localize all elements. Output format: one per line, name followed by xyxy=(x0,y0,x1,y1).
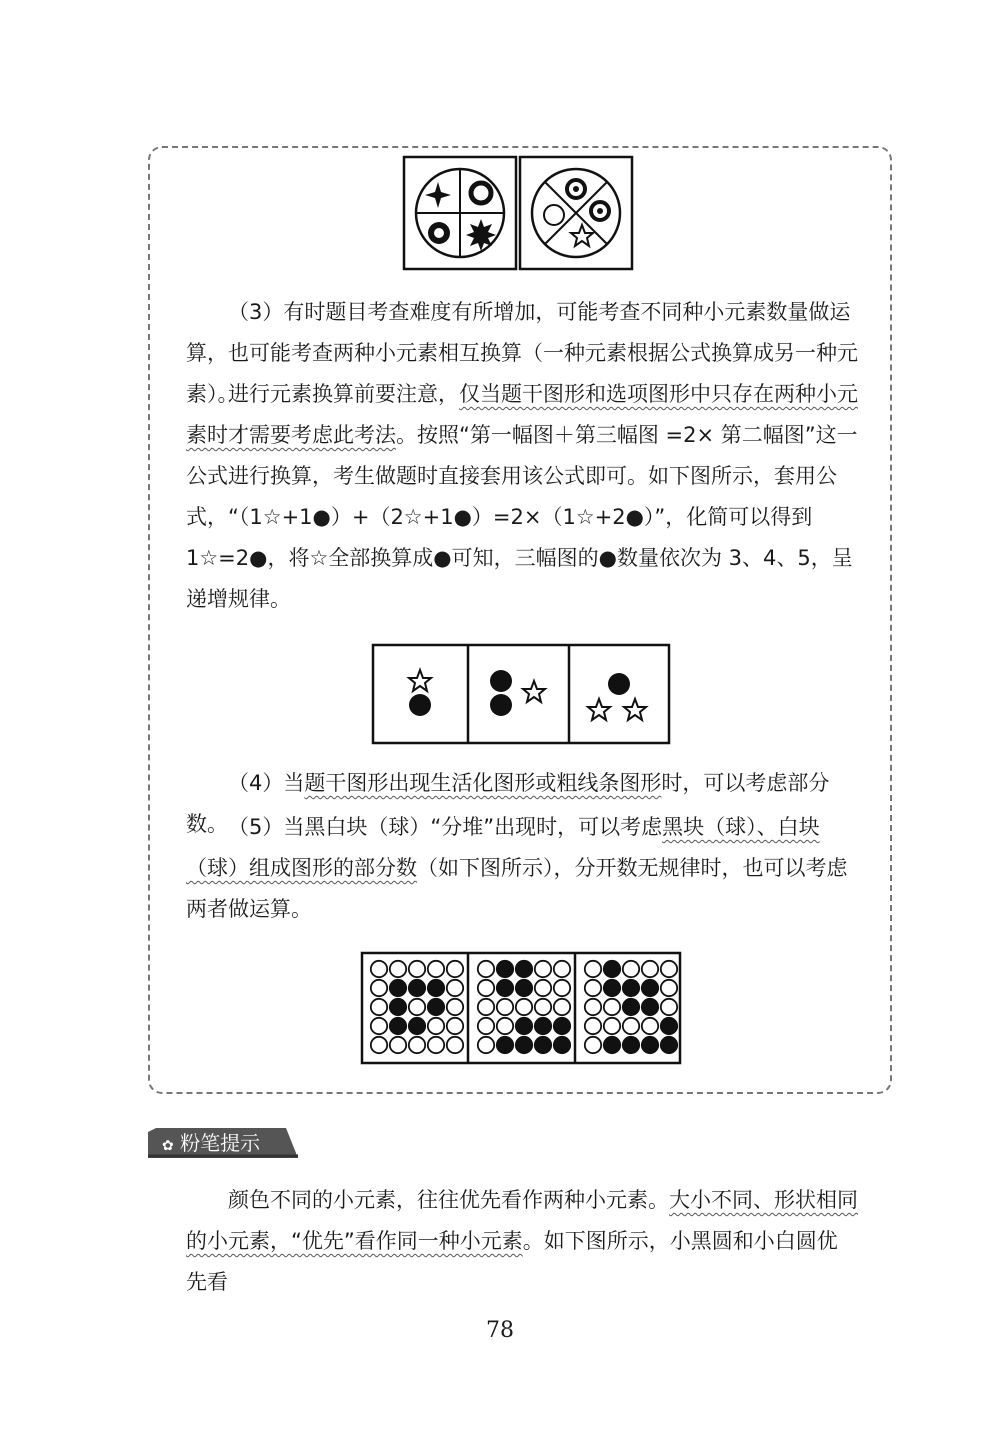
white-ball xyxy=(497,1018,513,1034)
black-ball xyxy=(428,999,444,1015)
white-ball xyxy=(585,980,601,996)
white-ball xyxy=(554,999,570,1015)
white-ball xyxy=(428,1037,444,1053)
star-dot-figure xyxy=(371,643,671,745)
tip-para xyxy=(186,1180,858,1303)
black-ball xyxy=(516,1037,532,1053)
white-ball xyxy=(516,999,532,1015)
white-ball xyxy=(428,1018,444,1034)
white-ball xyxy=(371,1018,387,1034)
black-ball xyxy=(661,1018,677,1034)
section3-para1: （3）有时题目考查难度有所增加，可能考查不同种小元素数量做运算，也可能考查两种小元素相互换算（一种元素根据公式换算成另一种元素）。 xyxy=(186,300,858,406)
section5-underlined: 黑块（球）、白块（球）组成图形的部分数 xyxy=(186,815,820,880)
black-ball xyxy=(390,1018,406,1034)
black-ball xyxy=(623,980,639,996)
white-ball xyxy=(585,1018,601,1034)
white-ball xyxy=(585,999,601,1015)
black-ball xyxy=(604,961,620,977)
white-ball xyxy=(535,961,551,977)
black-ball xyxy=(516,980,532,996)
white-ball xyxy=(623,1018,639,1034)
white-ball xyxy=(447,999,463,1015)
white-ball xyxy=(428,961,444,977)
ball-grid-panel-3 xyxy=(585,961,677,1053)
white-ball xyxy=(447,1037,463,1053)
page-number: 78 xyxy=(486,1318,514,1343)
white-ball xyxy=(661,980,677,996)
tip-para-rest: 。如下图所示，小黑圆和小白圆优先看 xyxy=(186,1229,838,1294)
white-ball xyxy=(371,980,387,996)
black-ball xyxy=(535,1018,551,1034)
black-ball xyxy=(623,999,639,1015)
tip-para-underlined: 大小不同、形状相同的小元素，“优先”看作同一种小元素 xyxy=(186,1188,858,1253)
black-ball xyxy=(497,1037,513,1053)
white-ball xyxy=(535,999,551,1015)
white-ball xyxy=(478,999,494,1015)
white-ball xyxy=(478,1018,494,1034)
section5-para xyxy=(186,807,858,930)
tip-label-text: 粉笔提示 xyxy=(180,1131,261,1155)
black-ball xyxy=(535,1037,551,1053)
white-ball xyxy=(478,980,494,996)
circle-figure xyxy=(402,155,634,271)
tip-label xyxy=(162,1130,260,1159)
star-dot-panel-1 xyxy=(409,670,431,716)
white-ball xyxy=(447,980,463,996)
black-ball xyxy=(642,999,658,1015)
black-ball xyxy=(516,961,532,977)
black-ball xyxy=(390,999,406,1015)
white-ball xyxy=(554,980,570,996)
black-ball xyxy=(642,1037,658,1053)
black-ball xyxy=(409,1018,425,1034)
black-ball xyxy=(497,961,513,977)
ball-grid-figure xyxy=(360,951,682,1065)
white-ball xyxy=(390,961,406,977)
section3-para2-rest: 。按照“第一幅图＋第三幅图 =2× 第二幅图”这一公式进行换算，考生做题时直接套用该公式即可。如下图所示，套用公式，“（1☆+1●）+（2☆+1●）=2×（1☆+2●）”，化简可以得到1☆=2●，将☆全部换算成●可知，三幅图的●数量依次为 3、4、5，呈递增规律。 xyxy=(186,423,858,611)
white-ball xyxy=(497,999,513,1015)
section5-rest: （如下图所示），分开数无规律时，也可以考虑两者做运算。 xyxy=(186,856,848,921)
white-ball xyxy=(642,1018,658,1034)
section3-para2-start: 进行元素换算前要注意， xyxy=(228,382,459,406)
circle-panel-2 xyxy=(532,169,620,257)
section4-start: （4）当 xyxy=(228,771,305,795)
black-ball xyxy=(554,1037,570,1053)
white-ball xyxy=(585,961,601,977)
white-ball xyxy=(585,1037,601,1053)
black-ball xyxy=(554,1018,570,1034)
white-ball xyxy=(371,1037,387,1053)
white-ball xyxy=(409,999,425,1015)
white-ball xyxy=(642,961,658,977)
black-ball xyxy=(428,980,444,996)
white-ball xyxy=(478,1037,494,1053)
section3-para2-underlined: 仅当题干图形和选项图形中只存在两种小元素时才需要考虑此考法 xyxy=(186,382,858,447)
white-ball xyxy=(623,961,639,977)
black-ball xyxy=(497,980,513,996)
black-ball xyxy=(390,980,406,996)
black-ball xyxy=(623,1037,639,1053)
star-dot-panel-3 xyxy=(588,673,646,720)
star-dot-panel-2 xyxy=(490,670,545,716)
white-ball xyxy=(409,961,425,977)
white-ball xyxy=(535,980,551,996)
black-ball xyxy=(661,1037,677,1053)
black-ball xyxy=(409,980,425,996)
white-ball xyxy=(447,961,463,977)
section3-para2 xyxy=(186,374,858,620)
white-ball xyxy=(604,999,620,1015)
black-ball xyxy=(604,1037,620,1053)
white-ball xyxy=(478,961,494,977)
black-ball xyxy=(516,1018,532,1034)
white-ball xyxy=(447,1018,463,1034)
sprout-icon: ✿ xyxy=(162,1138,174,1154)
black-ball xyxy=(642,980,658,996)
ball-grid-panel-1 xyxy=(371,961,463,1053)
section4-rest: 时，可以考虑部分数。 xyxy=(186,771,830,836)
white-ball xyxy=(554,961,570,977)
white-ball xyxy=(409,1037,425,1053)
ball-grid-panel-2 xyxy=(478,961,570,1053)
white-ball xyxy=(661,999,677,1015)
section4-underlined: 题干图形出现生活化图形或粗线条图形 xyxy=(304,771,662,795)
circle-panel-1 xyxy=(416,169,504,257)
white-ball xyxy=(604,1018,620,1034)
white-ball xyxy=(371,961,387,977)
white-ball xyxy=(371,999,387,1015)
white-ball xyxy=(661,961,677,977)
tip-para-start: 颜色不同的小元素，往往优先看作两种小元素。 xyxy=(228,1188,669,1212)
section5-start: （5）当黑白块（球）“分堆”出现时，可以考虑 xyxy=(228,815,663,839)
black-ball xyxy=(604,980,620,996)
white-ball xyxy=(390,1037,406,1053)
